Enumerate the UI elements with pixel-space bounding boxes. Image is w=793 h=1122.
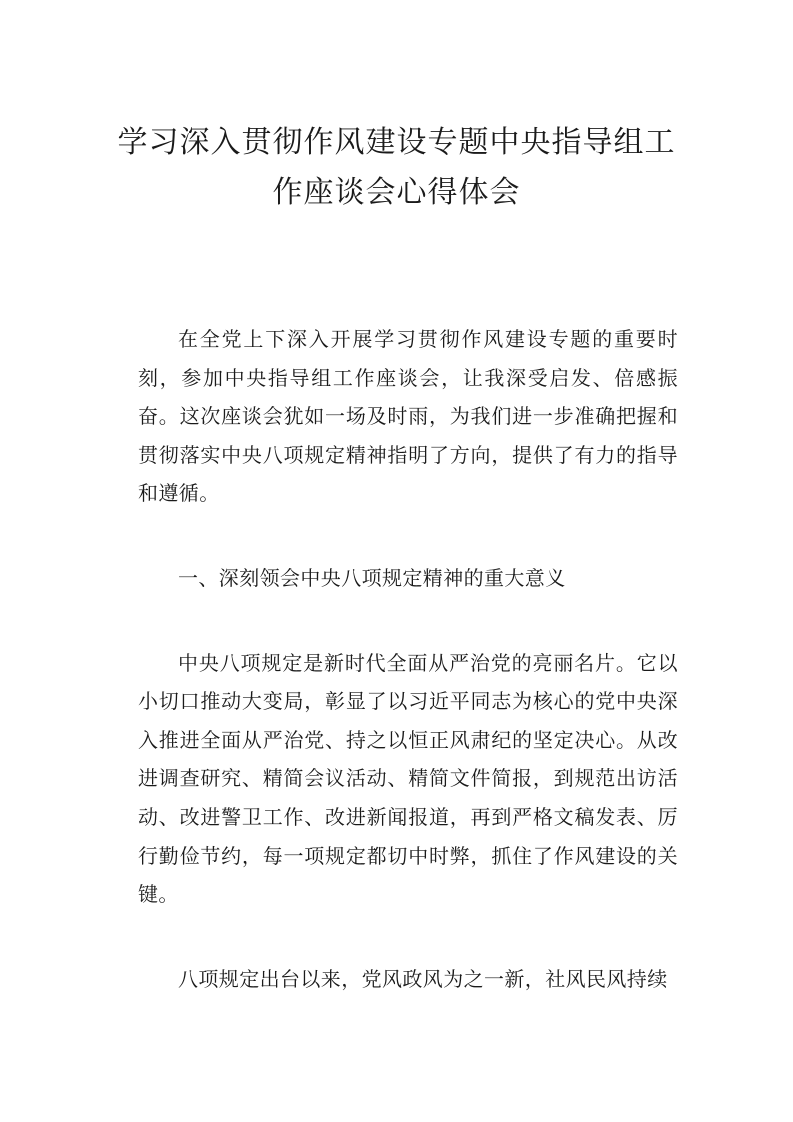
document-title-line-1: 学习深入贯彻作风建设专题中央指导组工	[117, 125, 676, 160]
document-title-line-2: 作座谈会心得体会	[272, 175, 521, 210]
paragraph-section-1: 中央八项规定是新时代全面从严治党的亮丽名片。它以小切口推动大变局，彰显了以习近平同志为核心的党中央深入推进全面从严治党、持之以恒正风肃纪的坚定决心。从改进调查研究、精简会议活动、精简文件简报，到规范出访活动、改进警卫工作、改进新闻报道，再到严格文稿发表、厉行勤俭节约，每一项规定都切中时弊，抓住了作风建设的关键。	[138, 650, 678, 907]
paragraph-intro: 在全党上下深入开展学习贯彻作风建设专题的重要时刻，参加中央指导组工作座谈会，让我深受启发、倍感振奋。这次座谈会犹如一场及时雨，为我们进一步准确把握和贯彻落实中央八项规定精神指明了方向，提供了有力的指导和遵循。	[138, 327, 678, 506]
section-heading-1: 一、深刻领会中央八项规定精神的重大意义	[178, 565, 566, 590]
paragraph-continued: 八项规定出台以来，党风政风为之一新，社风民风持续	[178, 966, 668, 991]
document-body	[138, 320, 678, 998]
